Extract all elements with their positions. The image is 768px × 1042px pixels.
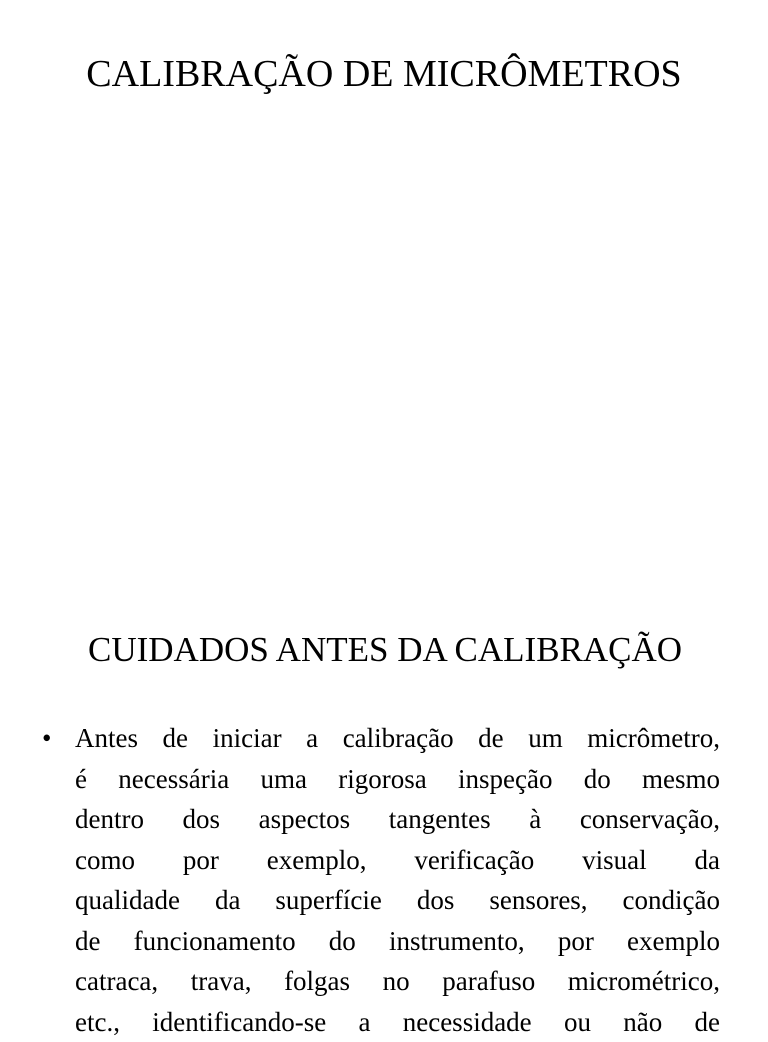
slide-title: CALIBRAÇÃO DE MICRÔMETROS (0, 50, 768, 98)
bullet-line: dentro dos aspectos tangentes à conservação, (75, 799, 720, 840)
bullet-text (75, 718, 720, 1042)
bullet-line: catraca, trava, folgas no parafuso micrométrico, (75, 961, 720, 1002)
bullet-line: de funcionamento do instrumento, por exemplo (75, 921, 720, 962)
bullet-icon: • (42, 718, 75, 1042)
bullet-item (42, 718, 722, 1042)
bullet-line: é necessária uma rigorosa inspeção do mesmo (75, 759, 720, 800)
bullet-line: Antes de iniciar a calibração de um micrômetro, (75, 718, 720, 759)
bullet-line: qualidade da superfície dos sensores, condição (75, 880, 720, 921)
bullet-line: como por exemplo, verificação visual da (75, 840, 720, 881)
section-title: CUIDADOS ANTES DA CALIBRAÇÃO (88, 626, 748, 674)
bullet-line: etc., identificando-se a necessidade ou não de (75, 1002, 720, 1042)
